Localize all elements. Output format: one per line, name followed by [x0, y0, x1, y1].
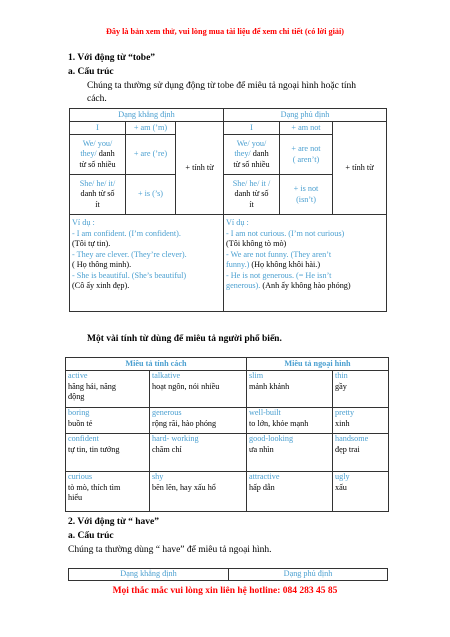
aff-subject-singular — [70, 175, 126, 215]
aff-subject-singular-line1: She/ he/ it/ — [79, 178, 116, 188]
neg-subject-singular-line2: danh từ số — [234, 189, 269, 199]
neg-example-line5: - He is not generous. (= He isn’t — [226, 270, 332, 280]
neg-example-line3: - We are not funny. (They aren’t — [226, 249, 332, 259]
adj-cell — [150, 472, 247, 512]
adj-en: handsome — [335, 434, 369, 443]
adj-cell — [66, 472, 150, 512]
aff-verb-is: + is (’s) — [126, 175, 176, 215]
adj-cell — [333, 408, 389, 434]
section1-para-line2: cách. — [87, 94, 107, 104]
adj-cell — [150, 371, 247, 408]
appearance-header: Miêu tả ngoại hình — [247, 358, 389, 371]
adj-cell — [247, 371, 333, 408]
adj-vi: mảnh khảnh — [249, 381, 290, 391]
adj-cell — [333, 434, 389, 472]
adj-cell — [66, 434, 150, 472]
adj-en: curious — [68, 472, 93, 481]
aff-example-head: Ví dụ : — [72, 218, 95, 227]
have-structure-table — [68, 568, 388, 581]
neg-verb-am-not: + am not — [280, 122, 333, 135]
neg-header: Dạng phủ định — [224, 109, 387, 122]
adj-en: good-looking — [249, 434, 294, 443]
aff-example-line6: (Cô ấy xinh đẹp). — [72, 281, 130, 290]
adj-en: generous — [152, 408, 182, 417]
neg-examples — [224, 215, 387, 312]
aff-verb-am: + am (’m) — [126, 122, 176, 135]
adj-cell — [247, 434, 333, 472]
adj-vi: hiểu — [68, 493, 83, 502]
adj-en: boring — [68, 408, 90, 417]
neg-subject-singular — [224, 175, 280, 215]
neg-example-line4a: funny.) — [226, 260, 250, 269]
adj-vi: tự tin, tin tưởng — [68, 444, 120, 454]
adj-vi: bẽn lẽn, hay xấu hổ — [152, 482, 216, 492]
aff-example-line5: - She is beautiful. (She’s beautiful) — [72, 270, 187, 280]
neg-subject-plural-line1: We/ you/ — [236, 138, 267, 148]
neg-example-line6b: (Anh ấy không hào phóng) — [260, 281, 351, 290]
adj-en: slim — [249, 371, 264, 380]
neg-example-line6 — [226, 281, 384, 292]
neg-verb-are-not-line2: ( aren’t) — [292, 154, 320, 164]
neg-example-line4 — [226, 260, 384, 271]
adj-en: ugly — [335, 472, 350, 481]
neg-subject-i: I — [224, 122, 280, 135]
adj-en: attractive — [249, 472, 280, 481]
adj-cell — [66, 371, 150, 408]
neg-verb-is-not-line2: (isn’t) — [296, 194, 316, 204]
aff-examples — [70, 215, 224, 312]
adj-vi: ưa nhìn — [249, 444, 274, 454]
adj-en: confident — [68, 434, 99, 443]
adj-en: pretty — [335, 408, 355, 417]
personality-header: Miêu tả tính cách — [66, 358, 247, 371]
neg-example-line4b: (Họ không khôi hài.) — [249, 260, 321, 269]
adj-vi: xấu — [335, 482, 347, 492]
adj-vi: buồn tẻ — [68, 418, 93, 428]
adj-vi: chăm chỉ — [152, 444, 182, 454]
aff-subject-i: I — [70, 122, 126, 135]
neg-verb-are-not — [280, 135, 333, 175]
neg-verb-is-not — [280, 175, 333, 215]
aff-example-line2: (Tôi tự tin). — [72, 239, 111, 248]
aff-subject-singular-line2: danh từ số — [80, 189, 115, 199]
adj-vi: đẹp trai — [335, 444, 360, 454]
tobe-structure-table — [69, 108, 387, 312]
section2-subtitle: a. Cấu trúc — [68, 531, 114, 541]
adj-vi: rộng rãi, hào phóng — [152, 418, 217, 428]
adj-en: talkative — [152, 371, 181, 380]
adj-en: shy — [152, 472, 164, 481]
have-neg-header: Dạng phủ định — [229, 569, 388, 581]
section1-para-line1: Chúng ta thường sử dụng động từ tobe để miêu tả ngoại hình hoặc tính — [87, 81, 357, 91]
aff-example-line3: - They are clever. (They’re clever). — [72, 249, 187, 259]
aff-subject-plural-line3: từ số nhiều — [79, 159, 116, 169]
adjectives-table — [65, 357, 389, 512]
neg-subject-singular-line1: She/ he/ it / — [232, 178, 271, 188]
adj-cell — [247, 408, 333, 434]
have-aff-header: Dạng khẳng định — [69, 569, 229, 581]
hotline-footer: Mọi thắc mắc vui lòng xin liên hệ hotline: 084 283 45 85 — [112, 586, 338, 596]
neg-verb-are-not-line1: + are not — [291, 144, 321, 153]
adj-vi: to lớn, khỏe mạnh — [249, 418, 309, 428]
adj-vi: hăng hái, năng — [68, 381, 116, 391]
neg-example-head: Ví dụ : — [226, 218, 249, 227]
adj-cell — [247, 472, 333, 512]
aff-header: Dạng khẳng định — [70, 109, 224, 122]
neg-example-line2: (Tôi không tò mò) — [226, 239, 287, 248]
adj-en: hard- working — [152, 434, 199, 443]
neg-subject-plural — [224, 135, 280, 175]
aff-subject-plural-line1: We/ you/ — [82, 138, 113, 148]
preview-banner: Đây là bản xem thử, vui lòng mua tài liệu để xem chi tiết (có lời giải) — [105, 27, 344, 36]
aff-verb-are: + are (’re) — [126, 135, 176, 175]
adj-cell — [66, 408, 150, 434]
aff-subject-plural — [70, 135, 126, 175]
aff-subject-singular-line3: ít — [95, 199, 100, 209]
aff-example-line1: - I am confident. (I’m confident). — [72, 228, 181, 238]
section2-title: 2. Với động từ “ have” — [68, 517, 160, 527]
neg-example-line6a: generous). — [226, 281, 261, 290]
adj-vi: gầy — [335, 381, 347, 391]
neg-example-line1: - I am not curious. (I’m not curious) — [226, 228, 345, 238]
adj-en: active — [68, 371, 88, 380]
adj-vi: xinh — [335, 418, 350, 428]
neg-subject-plural-line2b: danh — [252, 149, 269, 159]
neg-subject-plural-line2a: they/ — [234, 149, 251, 159]
aff-adjective: + tính từ — [176, 122, 224, 215]
section1-title: 1. Với động từ “tobe” — [68, 53, 156, 63]
adj-vi: tò mò, thích tìm — [68, 482, 121, 492]
section2-para: Chúng ta thường dùng “ have” để miêu tả ngoại hình. — [68, 545, 272, 555]
neg-verb-is-not-line1: + is not — [293, 184, 319, 193]
adj-en: well-built — [249, 408, 281, 417]
section1-subtitle: a. Cấu trúc — [68, 67, 114, 77]
aff-subject-plural-line2b: danh — [98, 149, 115, 159]
aff-example-line4: ( Họ thông minh). — [72, 260, 132, 269]
adj-en: thin — [335, 371, 348, 380]
adj-cell — [150, 408, 247, 434]
neg-adjective: + tính từ — [333, 122, 387, 215]
adj-vi: hoạt ngôn, nói nhiều — [152, 381, 220, 391]
adj-cell — [333, 472, 389, 512]
adj-vi: hấp dẫn — [249, 482, 275, 492]
adj-cell — [333, 371, 389, 408]
neg-subject-singular-line3: ít — [249, 199, 254, 209]
neg-subject-plural-line3: từ số nhiều — [233, 159, 270, 169]
adjectives-intro: Một vài tính từ dùng để miêu tả người phổ biến. — [87, 334, 282, 344]
aff-subject-plural-line2a: they/ — [80, 149, 97, 159]
adj-vi: động — [68, 392, 85, 401]
adj-cell — [150, 434, 247, 472]
